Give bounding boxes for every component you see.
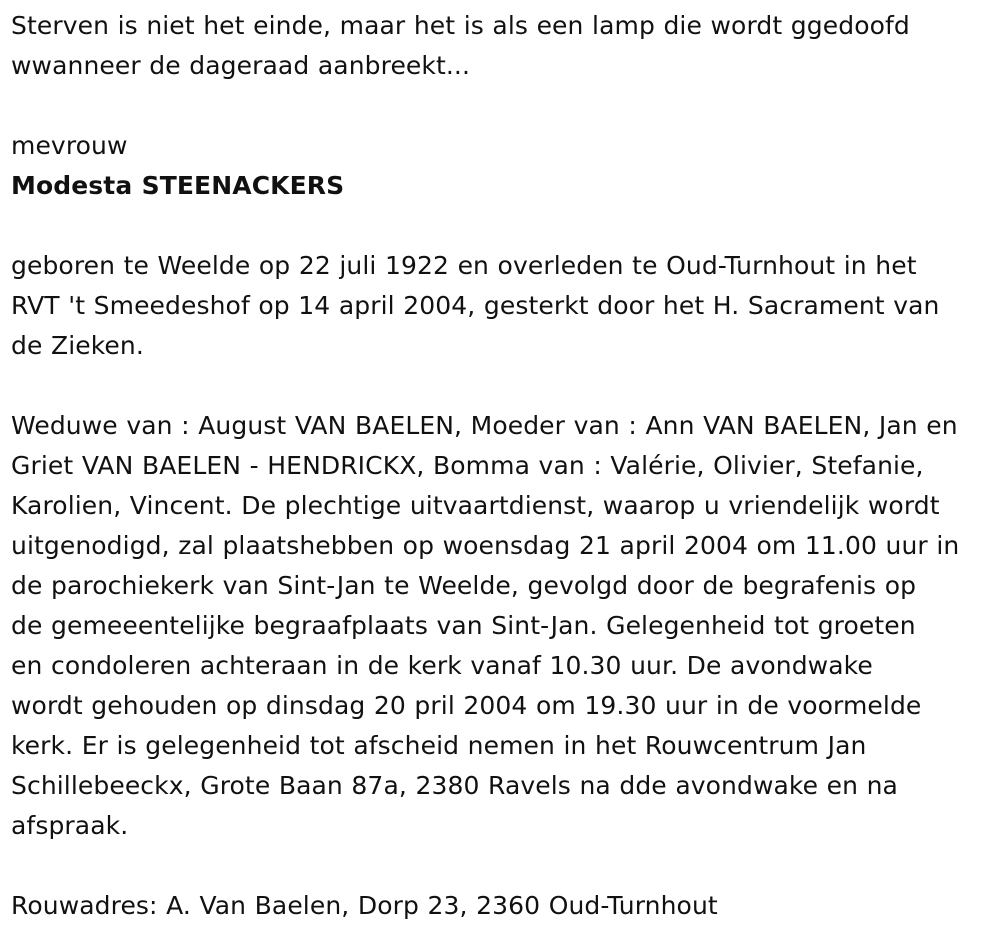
paragraph-line: Weduwe van : August VAN BAELEN, Moeder van : Ann VAN BAELEN, Jan en xyxy=(11,411,958,440)
paragraph-line: wordt gehouden op dinsdag 20 pril 2004 om 19.30 uur in de voormelde xyxy=(11,691,922,720)
paragraph-line: de parochiekerk van Sint-Jan te Weelde, gevolgd door de begrafenis op xyxy=(11,571,917,600)
motto-paragraph xyxy=(11,6,988,86)
spacer xyxy=(11,206,988,246)
paragraph-line: kerk. Er is gelegenheid tot afscheid nemen in het Rouwcentrum Jan xyxy=(11,731,867,760)
paragraph-line: de Zieken. xyxy=(11,331,144,360)
spacer xyxy=(11,846,988,886)
spacer xyxy=(11,86,988,126)
paragraph-line: Griet VAN BAELEN - HENDRICKX, Bomma van : Valérie, Olivier, Stefanie, xyxy=(11,451,924,480)
paragraph-line: uitgenodigd, zal plaatshebben op woensdag 21 april 2004 om 11.00 uur in xyxy=(11,531,960,560)
birth-death-paragraph xyxy=(11,246,988,366)
deceased-name: Modesta STEENACKERS xyxy=(11,171,345,200)
paragraph-line: afspraak. xyxy=(11,811,129,840)
paragraph-line: Schillebeeckx, Grote Baan 87a, 2380 Ravels na dde avondwake en na xyxy=(11,771,898,800)
honorific: mevrouw xyxy=(11,131,128,160)
mourning-address: Rouwadres: A. Van Baelen, Dorp 23, 2360 Oud-Turnhout xyxy=(11,891,718,920)
paragraph-line: Karolien, Vincent. De plechtige uitvaartdienst, waarop u vriendelijk wordt xyxy=(11,491,940,520)
paragraph-line: en condoleren achteraan in de kerk vanaf 10.30 uur. De avondwake xyxy=(11,651,873,680)
motto-line: wwanneer de dageraad aanbreekt... xyxy=(11,51,471,80)
motto-line: Sterven is niet het einde, maar het is als een lamp die wordt ggedoofd xyxy=(11,11,910,40)
paragraph-line: RVT 't Smeedeshof op 14 april 2004, gesterkt door het H. Sacrament van xyxy=(11,291,940,320)
spacer xyxy=(11,366,988,406)
paragraph-line: geboren te Weelde op 22 juli 1922 en overleden te Oud-Turnhout in het xyxy=(11,251,917,280)
paragraph-line: de gemeeentelijke begraafplaats van Sint-Jan. Gelegenheid tot groeten xyxy=(11,611,916,640)
family-service-paragraph xyxy=(11,406,988,846)
